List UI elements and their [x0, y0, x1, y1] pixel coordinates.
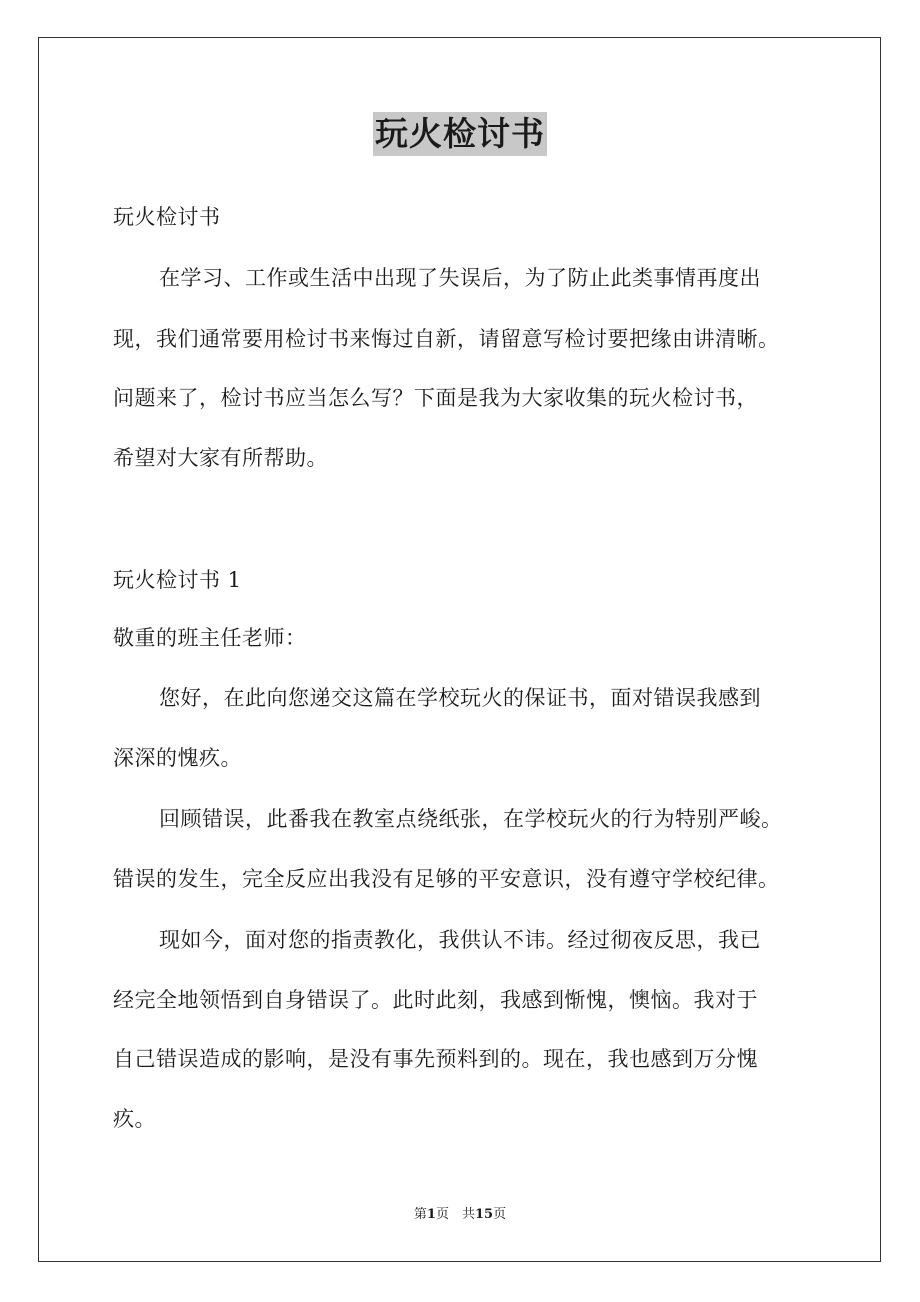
document-subtitle: 玩火检讨书 [113, 205, 221, 229]
section1-line-7: 自己错误造成的影响，是没有事先预料到的。现在，我也感到万分愧 [113, 1047, 758, 1071]
page-footer [0, 1206, 920, 1224]
footer-page-mid: 页 共 [435, 1207, 475, 1222]
intro-line-1: 在学习、工作或生活中出现了失误后，为了防止此类事情再度出 [159, 266, 761, 290]
intro-line-3: 问题来了，检讨书应当怎么写？下面是我为大家收集的玩火检讨书， [113, 386, 758, 410]
document-title [0, 112, 920, 156]
intro-line-4: 希望对大家有所帮助。 [113, 446, 328, 470]
intro-line-2: 现，我们通常要用检讨书来悔过自新，请留意写检讨要把缘由讲清晰。 [113, 327, 780, 351]
document-title-text: 玩火检讨书 [373, 112, 547, 156]
section1-line-6: 经完全地领悟到自身错误了。此时此刻，我感到惭愧，懊恼。我对于 [113, 988, 758, 1012]
section1-line-3: 回顾错误，此番我在教室点绕纸张，在学校玩火的行为特别严峻。 [159, 807, 783, 831]
section1-line-2: 深深的愧疚。 [113, 746, 242, 770]
section1-heading: 玩火检讨书 1 [113, 568, 242, 592]
section1-salutation: 敬重的班主任老师： [113, 626, 307, 650]
section1-line-5: 现如今，面对您的指责教化，我供认不讳。经过彻夜反思，我已 [159, 928, 761, 952]
footer-page-current: 1 [426, 1207, 436, 1222]
section1-line-8: 疚。 [113, 1107, 156, 1131]
footer-page-total: 15 [474, 1207, 494, 1222]
section1-line-4: 错误的发生，完全反应出我没有足够的平安意识，没有遵守学校纪律。 [113, 867, 780, 891]
footer-page-prefix: 第 [413, 1207, 427, 1222]
footer-page-suffix: 页 [493, 1207, 507, 1222]
section1-line-1: 您好，在此向您递交这篇在学校玩火的保证书，面对错误我感到 [159, 686, 761, 710]
